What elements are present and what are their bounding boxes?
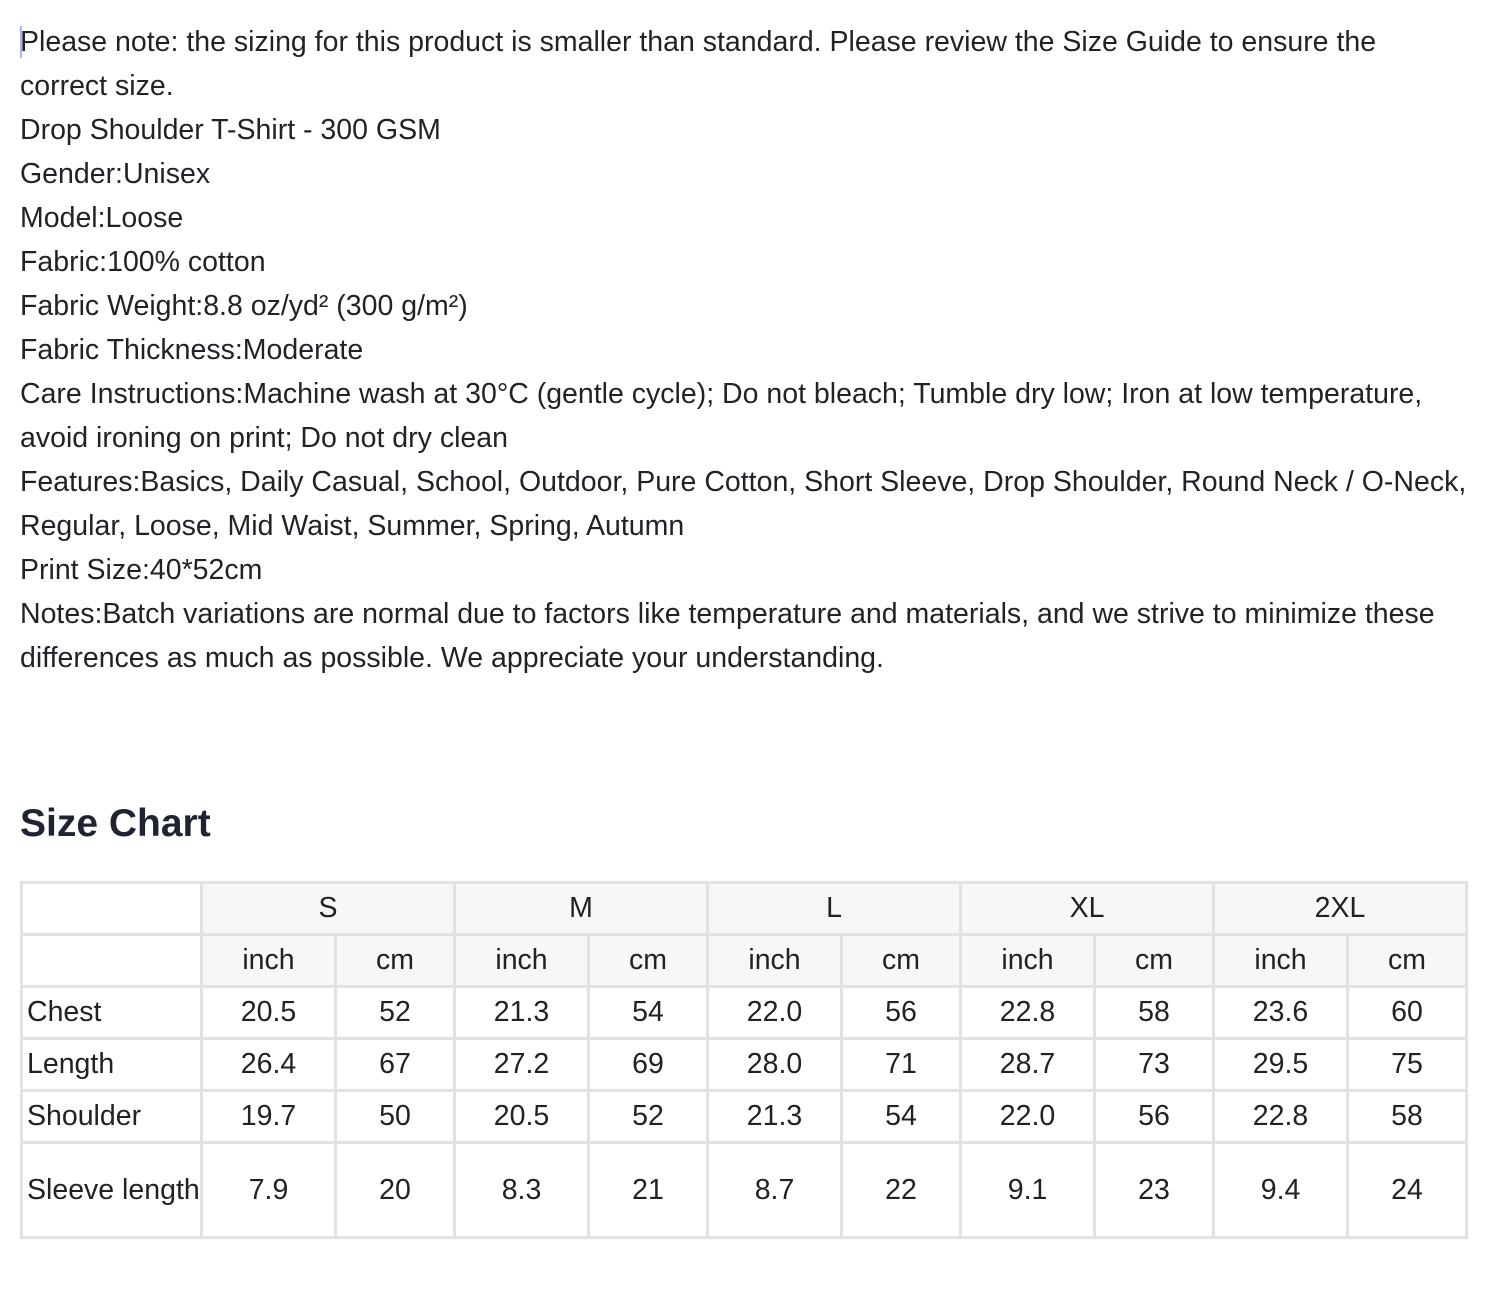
- table-cell: 8.7: [708, 1143, 842, 1238]
- table-cell: 22.8: [961, 987, 1095, 1039]
- size-header-2xl: 2XL: [1214, 883, 1467, 935]
- table-cell: 56: [1095, 1091, 1214, 1143]
- fabric-thickness-spec: Fabric Thickness:Moderate: [20, 334, 364, 366]
- table-cell: 24: [1348, 1143, 1467, 1238]
- features-spec: Features:Basics, Daily Casual, School, Outdoor, Pure Cotton, Short Sleeve, Drop Shoulder, Round Neck / O-Neck, Regular, Loose, Mid Waist, Summer, Spring, Autumn: [20, 466, 1467, 542]
- fabric-spec: Fabric:100% cotton: [20, 246, 266, 278]
- table-cell: 8.3: [455, 1143, 589, 1238]
- size-header-xl: XL: [961, 883, 1214, 935]
- table-cell: 69: [589, 1039, 708, 1091]
- product-description: [20, 20, 1470, 680]
- gender-spec: Gender:Unisex: [20, 158, 211, 190]
- table-cell: 73: [1095, 1039, 1214, 1091]
- table-cell: 20: [336, 1143, 455, 1238]
- row-label: Chest: [22, 987, 202, 1039]
- unit-header-cm: cm: [1095, 935, 1214, 987]
- size-header-s: S: [202, 883, 455, 935]
- table-cell: 9.1: [961, 1143, 1095, 1238]
- table-cell: 7.9: [202, 1143, 336, 1238]
- table-cell: 22.0: [961, 1091, 1095, 1143]
- sizing-note: Please note: the sizing for this product is smaller than standard. Please review the Size Guide to ensure the correct size.: [20, 26, 1377, 102]
- corner-cell: [22, 883, 202, 935]
- print-size-spec: Print Size:40*52cm: [20, 554, 263, 586]
- table-row-sleeve-length: [22, 1143, 1467, 1238]
- unit-header-cm: cm: [1348, 935, 1467, 987]
- table-cell: 21.3: [708, 1091, 842, 1143]
- table-cell: 50: [336, 1091, 455, 1143]
- row-label: Sleeve length: [22, 1143, 202, 1238]
- table-cell: 22.0: [708, 987, 842, 1039]
- notes-spec: Notes:Batch variations are normal due to factors like temperature and materials, and we strive to minimize these differences as much as possible. We appreciate your understanding.: [20, 598, 1435, 674]
- table-cell: 19.7: [202, 1091, 336, 1143]
- table-row-length: [22, 1039, 1467, 1091]
- unit-header-inch: inch: [1214, 935, 1348, 987]
- table-cell: 9.4: [1214, 1143, 1348, 1238]
- table-cell: 54: [842, 1091, 961, 1143]
- product-name: Drop Shoulder T-Shirt - 300 GSM: [20, 114, 441, 146]
- model-spec: Model:Loose: [20, 202, 184, 234]
- unit-header-inch: inch: [202, 935, 336, 987]
- care-instructions: Care Instructions:Machine wash at 30°C (gentle cycle); Do not bleach; Tumble dry low; Iron at low temperature, avoid ironing on print; Do not dry clean: [20, 378, 1423, 454]
- table-cell: 75: [1348, 1039, 1467, 1091]
- row-label: Shoulder: [22, 1091, 202, 1143]
- table-cell: 54: [589, 987, 708, 1039]
- unit-header-row: [22, 935, 1467, 987]
- table-cell: 28.0: [708, 1039, 842, 1091]
- row-label: Length: [22, 1039, 202, 1091]
- size-header-m: M: [455, 883, 708, 935]
- table-cell: 20.5: [455, 1091, 589, 1143]
- table-cell: 71: [842, 1039, 961, 1091]
- unit-header-cm: cm: [842, 935, 961, 987]
- table-cell: 22: [842, 1143, 961, 1238]
- size-header-row: [22, 883, 1467, 935]
- table-cell: 23: [1095, 1143, 1214, 1238]
- description-block: [20, 20, 1470, 680]
- table-cell: 67: [336, 1039, 455, 1091]
- table-cell: 60: [1348, 987, 1467, 1039]
- table-cell: 20.5: [202, 987, 336, 1039]
- table-cell: 56: [842, 987, 961, 1039]
- table-cell: 28.7: [961, 1039, 1095, 1091]
- table-cell: 58: [1095, 987, 1214, 1039]
- table-row-shoulder: [22, 1091, 1467, 1143]
- table-cell: 52: [589, 1091, 708, 1143]
- table-cell: 21.3: [455, 987, 589, 1039]
- table-cell: 21: [589, 1143, 708, 1238]
- unit-header-inch: inch: [455, 935, 589, 987]
- table-cell: 23.6: [1214, 987, 1348, 1039]
- size-header-l: L: [708, 883, 961, 935]
- table-cell: 26.4: [202, 1039, 336, 1091]
- size-chart-table: [20, 881, 1468, 1239]
- table-cell: 22.8: [1214, 1091, 1348, 1143]
- size-chart-title: Size Chart: [20, 802, 211, 845]
- unit-header-cm: cm: [336, 935, 455, 987]
- unit-header-inch: inch: [961, 935, 1095, 987]
- unit-header-cm: cm: [589, 935, 708, 987]
- fabric-weight-spec: Fabric Weight:8.8 oz/yd² (300 g/m²): [20, 290, 468, 322]
- table-cell: 29.5: [1214, 1039, 1348, 1091]
- corner-cell: [22, 935, 202, 987]
- unit-header-inch: inch: [708, 935, 842, 987]
- table-cell: 58: [1348, 1091, 1467, 1143]
- table-cell: 27.2: [455, 1039, 589, 1091]
- table-cell: 52: [336, 987, 455, 1039]
- table-row-chest: [22, 987, 1467, 1039]
